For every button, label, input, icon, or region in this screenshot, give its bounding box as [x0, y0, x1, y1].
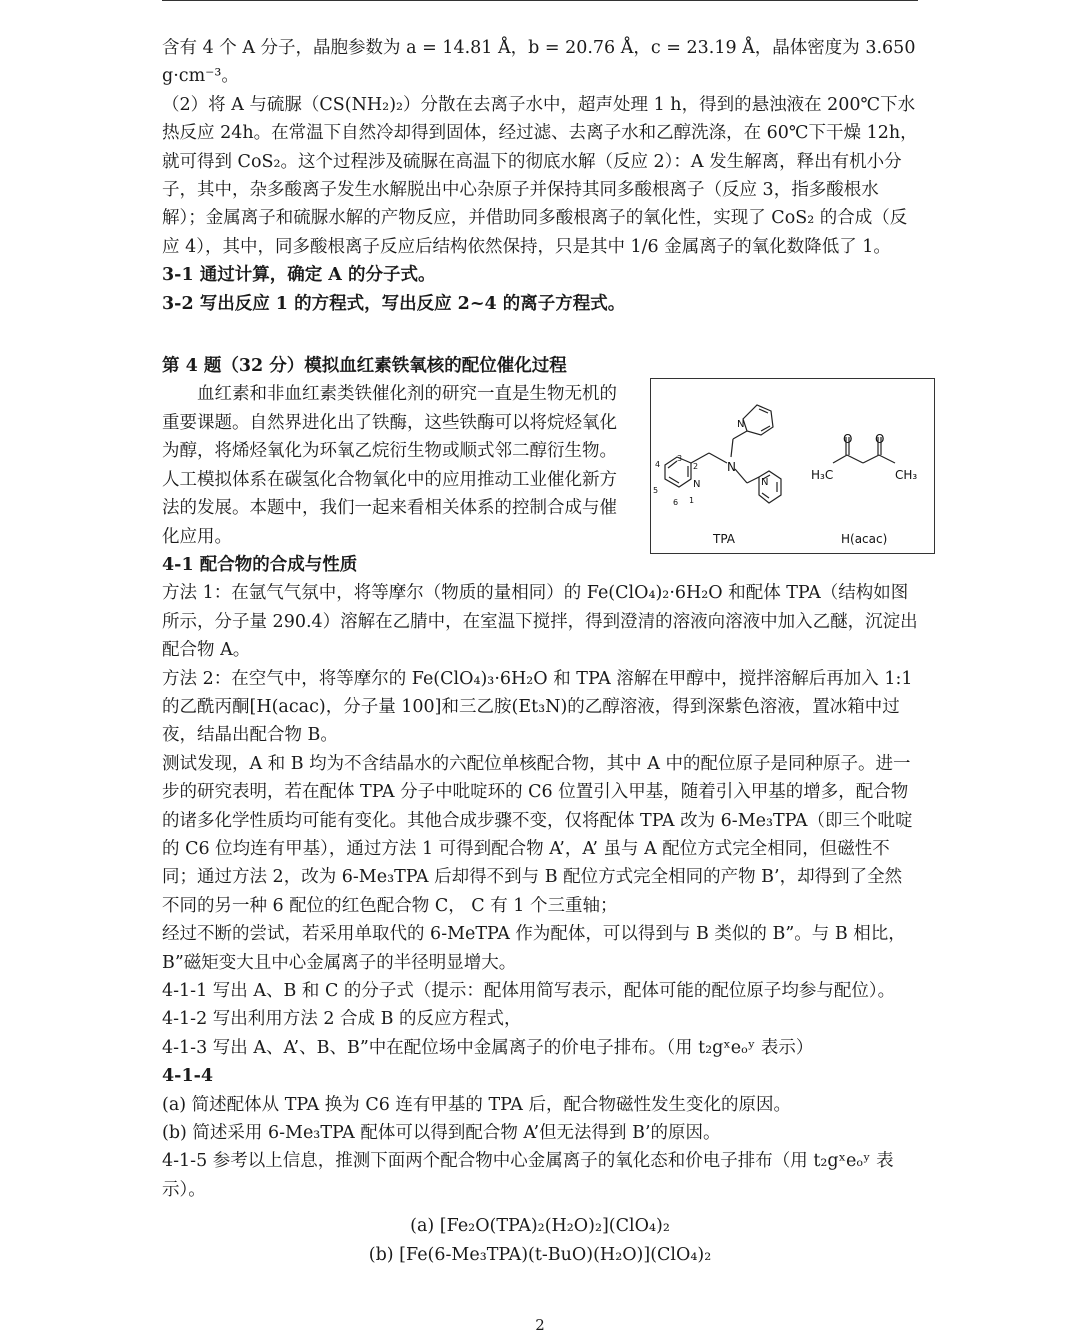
q4-1-1: 4-1-1 写出 A、B 和 C 的分子式（提示：配体用简写表示，配体可能的配位原子均参与配位）。	[162, 981, 896, 1001]
q3-paragraph-2: （2）将 A 与硫脲（CS(NH₂)₂）分散在去离子水中，超声处理 1 h，得到的悬浊液在 200℃下水热反应 24h。在常温下自然冷却得到固体，经过滤、去离子水和乙醇洗涤，在 60℃下干燥 12h，就可得到 CoS₂。这个过程涉及硫脲在高温下的彻底水解（反应 2）：A 发生解离，释出有机小分子，其中，杂多酸离子发生水解脱出中心杂原子并保持其同多酸根离子（反应 3，指多酸根水解）；金属离子和硫脲水解的产物反应，并借助同多酸根离子的氧化性，实现了 CoS₂ 的合成（反应 4），其中，同多酸根离子反应后结构依然保持，只是其中 1/6 金属离子的氧化数降低了 1。	[162, 94, 918, 257]
test-paragraph: 测试发现，A 和 B 均为不含结晶水的六配位单核配合物，其中 A 中的配位原子是同种原子。进一步的研究表明，若在配体 TPA 分子中吡啶环的 C6 位置引入甲基，随着引入甲基的增多，配合物的诸多化学性质均可能有变化。其他合成步骤不变，仅将配体 TPA 改为 6-Me₃TPA（即三个吡啶的 C6 位均连有甲基），通过方法 1 可得到配合物 A’，A’ 虽与 A 配位方式完全相同，但磁性不同；通过方法 2，改为 6-Me₃TPA 后却得不到与 B 配位方式完全相同的产物 B’，却得到了全然不同的另一种 6 配位的红色配合物 C， C 有 1 个三重轴；	[162, 753, 913, 916]
ligand-structure-figure	[650, 378, 935, 554]
q4-intro: 血红素和非血红素类铁催化剂的研究一直是生物无机的重要课题。自然界进化出了铁酶，这些铁酶可以将烷烃氧化为醇，将烯烃氧化为环氧乙烷衍生物或顺式邻二醇衍生物。人工模拟体系在碳氢化合物氧化中的应用推动工业催化新方法的发展。本题中，我们一起来看相关体系的控制合成与催化应用。	[162, 384, 617, 547]
q4-1-2: 4-1-2 写出利用方法 2 合成 B 的反应方程式，	[162, 1009, 522, 1030]
acac-methyl-left: H₃C	[811, 468, 834, 483]
method-1: 方法 1：在氩气气氛中，将等摩尔（物质的量相同）的 Fe(ClO₄)₂·6H₂O 和配体 TPA（结构如图所示，分子量 290.4）溶解在乙腈中，在室温下搅拌，得到澄清的溶液向溶液中加入乙醚，沉淀出配合物 A。	[162, 583, 918, 661]
ring-number-2: 2	[693, 462, 699, 472]
pyridine-ring-top	[743, 405, 773, 435]
ring-number-5: 5	[653, 486, 659, 496]
ring-number-4: 4	[655, 460, 661, 470]
q4-1-4b: (b) 简述采用 6-Me₃TPA 配体可以得到配合物 A’但无法得到 B’的原因。	[162, 1123, 721, 1144]
formula-b: (b) [Fe(6-Me₃TPA)(t-BuO)(H₂O)](ClO₄)₂	[368, 1244, 712, 1265]
top-rule	[162, 0, 918, 1]
page-number: 2	[535, 1316, 545, 1334]
q4-title: 第 4 题（32 分）模拟血红素铁氧核的配位催化过程	[162, 356, 567, 377]
tpa-central-n: N	[727, 460, 736, 475]
hacac-label: H(acac)	[841, 532, 888, 547]
q3-1: 3-1 通过计算，确定 A 的分子式。	[162, 265, 436, 286]
formula-a: (a) [Fe₂O(TPA)₂(H₂O)₂](ClO₄)₂	[410, 1216, 670, 1237]
tpa-ring-n-top: N	[737, 419, 745, 431]
ring-number-6: 6	[673, 498, 679, 508]
method-2: 方法 2：在空气中，将等摩尔的 Fe(ClO₄)₃·6H₂O 和 TPA 溶解在甲醇中，搅拌溶解后再加入 1:1 的乙酰丙酮[H(acac)，分子量 100]和三乙胺(Et₃N)的乙醇溶液，得到深紫色溶液，置冰箱中过夜，结晶出配合物 B。	[162, 668, 913, 746]
page-content	[162, 34, 918, 1269]
q4-1-4a: (a) 简述配体从 TPA 换为 C6 连有甲基的 TPA 后，配合物磁性发生变化的原因。	[162, 1094, 792, 1115]
tpa-ring-n-left: N	[693, 479, 701, 491]
tpa-ring-n-bottom: N	[761, 477, 769, 489]
acac-methyl-right: CH₃	[895, 468, 918, 483]
tpa-label: TPA	[713, 532, 736, 547]
ring-number-3: 3	[677, 454, 683, 464]
section-4-1: 4-1 配合物的合成与性质	[162, 554, 358, 575]
q4-intro-block	[162, 380, 918, 550]
q4-1-5: 4-1-5 参考以上信息，推测下面两个配合物中心金属离子的氧化态和价电子排布（用 t₂gˣeₒʸ 表示）。	[162, 1151, 894, 1200]
q4-1-3: 4-1-3 写出 A、A’、B、B”中在配位场中金属离子的价电子排布。（用 t₂gˣeₒʸ 表示）	[162, 1037, 814, 1058]
acac-oxygen-left: O	[843, 432, 853, 447]
q4-1-4: 4-1-4	[162, 1066, 214, 1087]
q3-cell-line: 含有 4 个 A 分子，晶胞参数为 a = 14.81 Å，b = 20.76 Å，c = 23.19 Å，晶体密度为 3.650 g·cm⁻³。	[162, 38, 916, 87]
acac-oxygen-right: O	[875, 432, 885, 447]
q3-2: 3-2 写出反应 1 的方程式，写出反应 2~4 的离子方程式。	[162, 293, 626, 314]
ring-number-1: 1	[689, 496, 695, 506]
test-paragraph-2: 经过不断的尝试，若采用单取代的 6-MeTPA 作为配体，可以得到与 B 类似的 B”。与 B 相比，B”磁矩变大且中心金属离子的半径明显增大。	[162, 924, 906, 973]
